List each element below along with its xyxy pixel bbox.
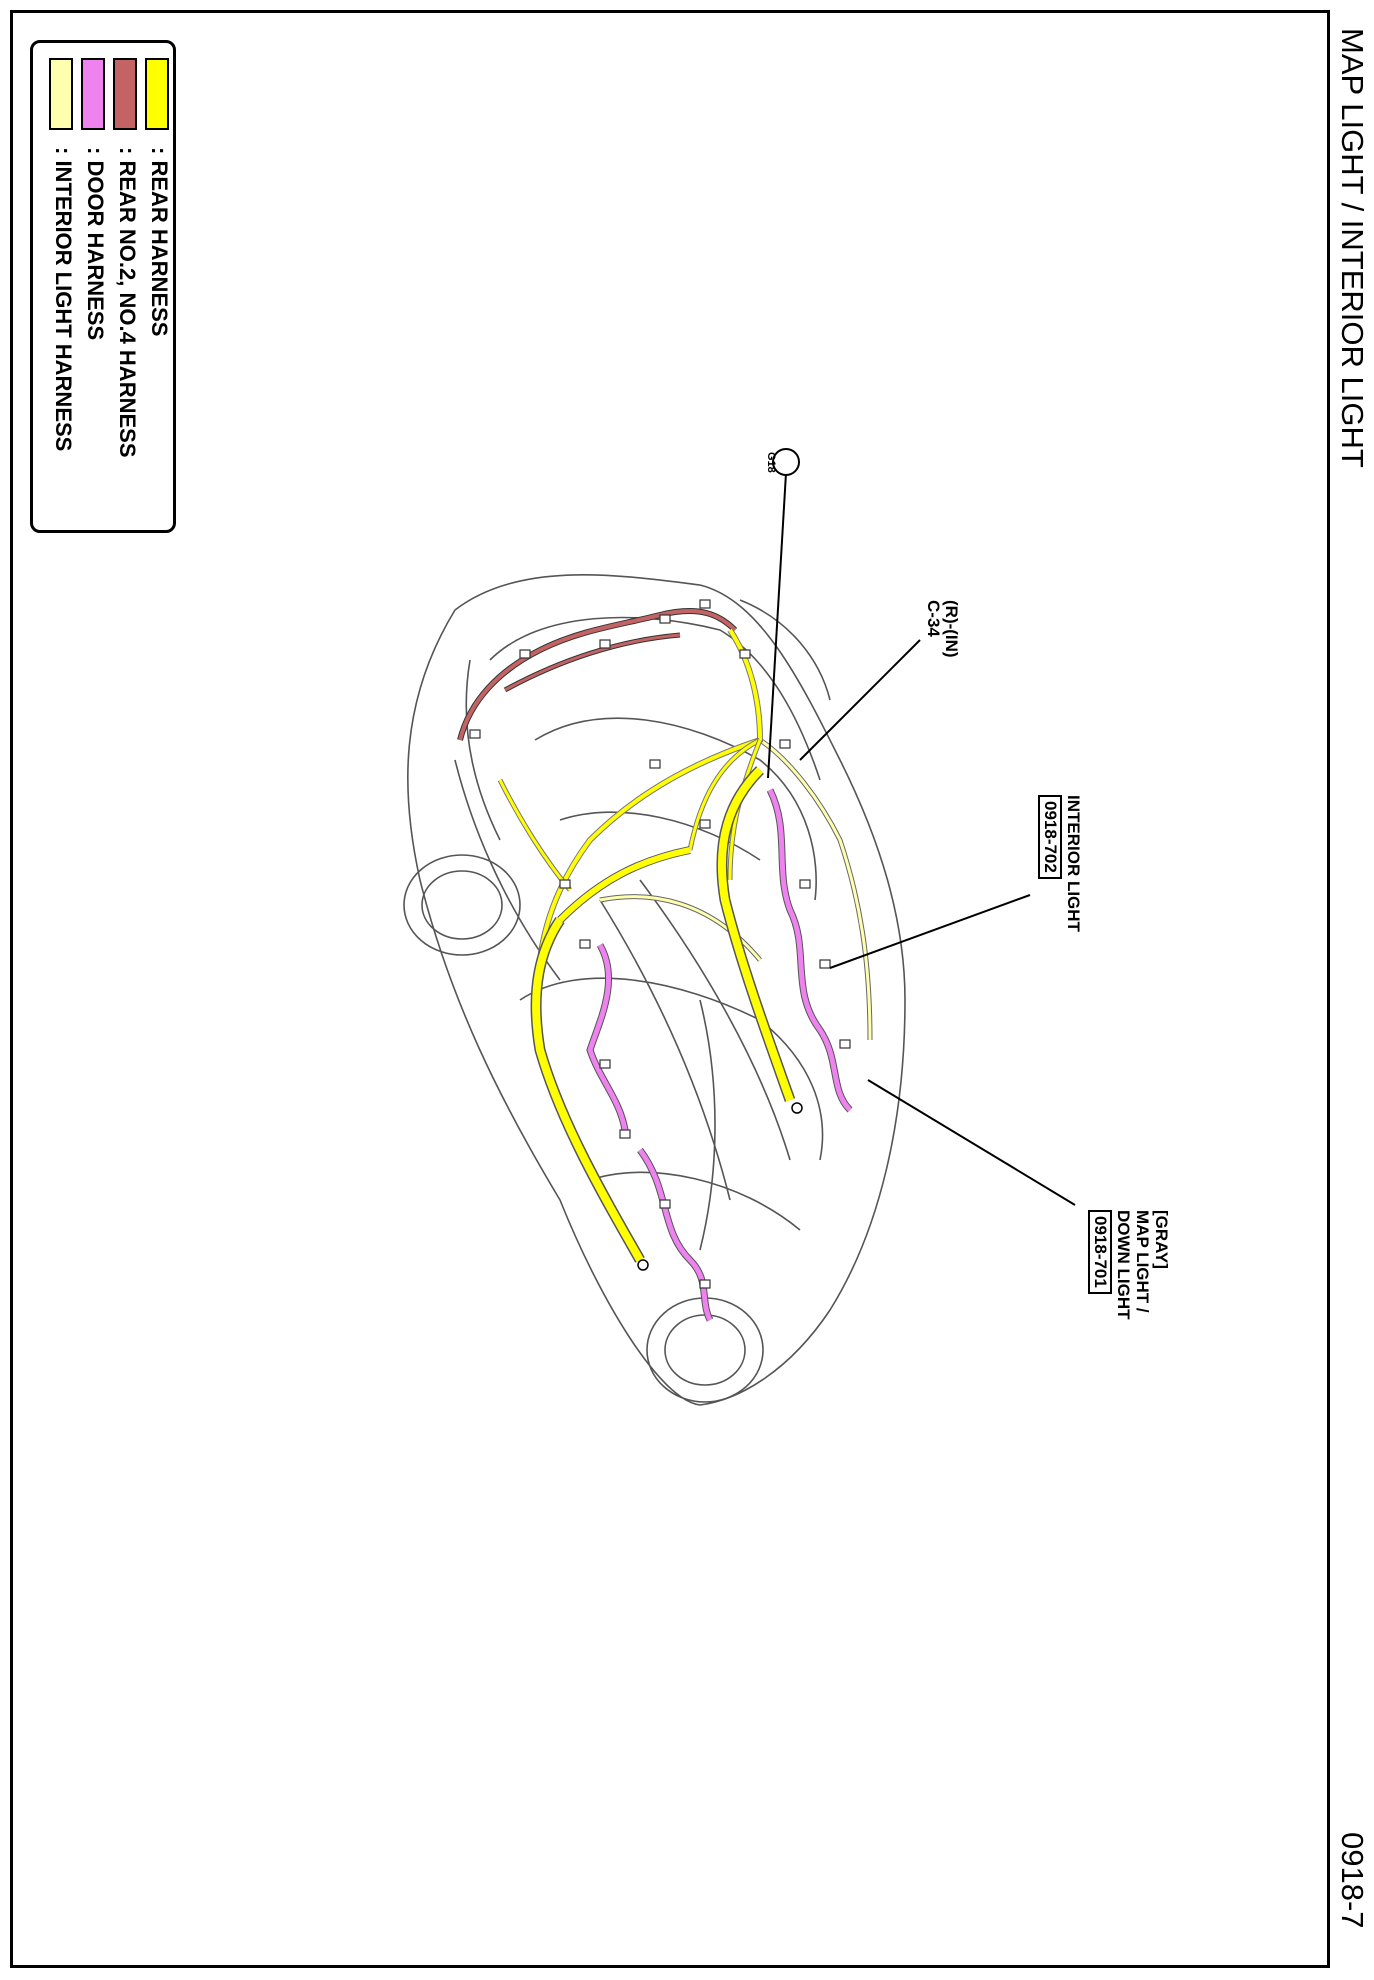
page-number: 0918-7	[1335, 1832, 1370, 1929]
interior-light-harness-path	[600, 740, 870, 1040]
interior-light-code	[1038, 795, 1062, 879]
legend-label-rear-no2-no4-harness: : REAR NO.2, NO.4 HARNESS	[115, 147, 140, 458]
ground-g18-label: G18	[765, 452, 777, 473]
map-light-label-line2: MAP LIGHT /	[1133, 1210, 1152, 1313]
page-title: MAP LIGHT / INTERIOR LIGHT	[1335, 28, 1370, 468]
legend-label-interior-light-harness: : INTERIOR LIGHT HARNESS	[51, 147, 76, 452]
callout-leader-lines	[768, 473, 1075, 1205]
interior-light-label: INTERIOR LIGHT	[1064, 795, 1083, 932]
interior-light-code-box: 0918-702	[1038, 795, 1062, 879]
map-light-label-line1: [GRAY]	[1152, 1210, 1171, 1269]
connector-c34-label-line2: C-34	[924, 600, 943, 637]
map-light-label-line3: DOWN LIGHT	[1114, 1210, 1133, 1320]
legend-label-door-harness: : DOOR HARNESS	[83, 147, 108, 341]
legend-label-rear-harness: : REAR HARNESS	[147, 147, 172, 337]
connector-c34-label-line1: (R)-(IN)	[942, 600, 961, 658]
map-light-code-box: 0918-701	[1088, 1210, 1112, 1294]
rear-no2-no4-harness-path	[460, 611, 735, 740]
map-light-code	[1088, 1210, 1112, 1294]
